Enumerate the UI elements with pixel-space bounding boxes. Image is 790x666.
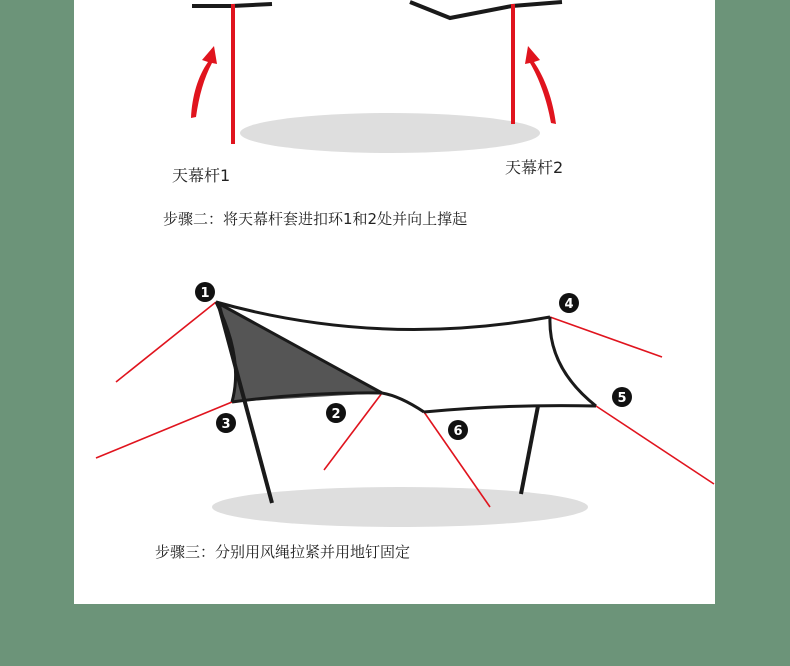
marker-3: [216, 413, 236, 433]
guy-line: [550, 317, 662, 357]
step3-illustration: [96, 282, 714, 527]
tarp-edge-right: [410, 2, 562, 18]
guy-line: [96, 402, 232, 458]
marker-1: [195, 282, 215, 302]
pole-label-2: 天幕杆2: [505, 158, 564, 177]
up-arrow-icon: [191, 46, 217, 118]
tent-pole-2: [521, 406, 538, 494]
svg-text:6: 6: [453, 424, 463, 439]
pole-label-1: 天幕杆1: [172, 166, 231, 185]
step3-caption: 步骤三：分别用风绳拉紧并用地钉固定: [155, 543, 411, 561]
marker-5: [612, 387, 632, 407]
svg-text:1: 1: [200, 286, 210, 301]
step2-caption: 步骤二：将天幕杆套进扣环1和2处并向上撑起: [163, 210, 468, 228]
marker-4: [559, 293, 579, 313]
marker-6: [448, 420, 468, 440]
svg-text:4: 4: [564, 297, 574, 312]
ground-shadow-top: [240, 113, 540, 153]
step2-illustration: [191, 2, 562, 153]
svg-text:3: 3: [221, 417, 231, 432]
marker-2: [326, 403, 346, 423]
up-arrow-icon: [525, 46, 556, 124]
guy-line: [116, 302, 216, 382]
svg-text:2: 2: [331, 407, 341, 422]
svg-text:5: 5: [617, 391, 627, 406]
guy-line: [596, 406, 714, 484]
